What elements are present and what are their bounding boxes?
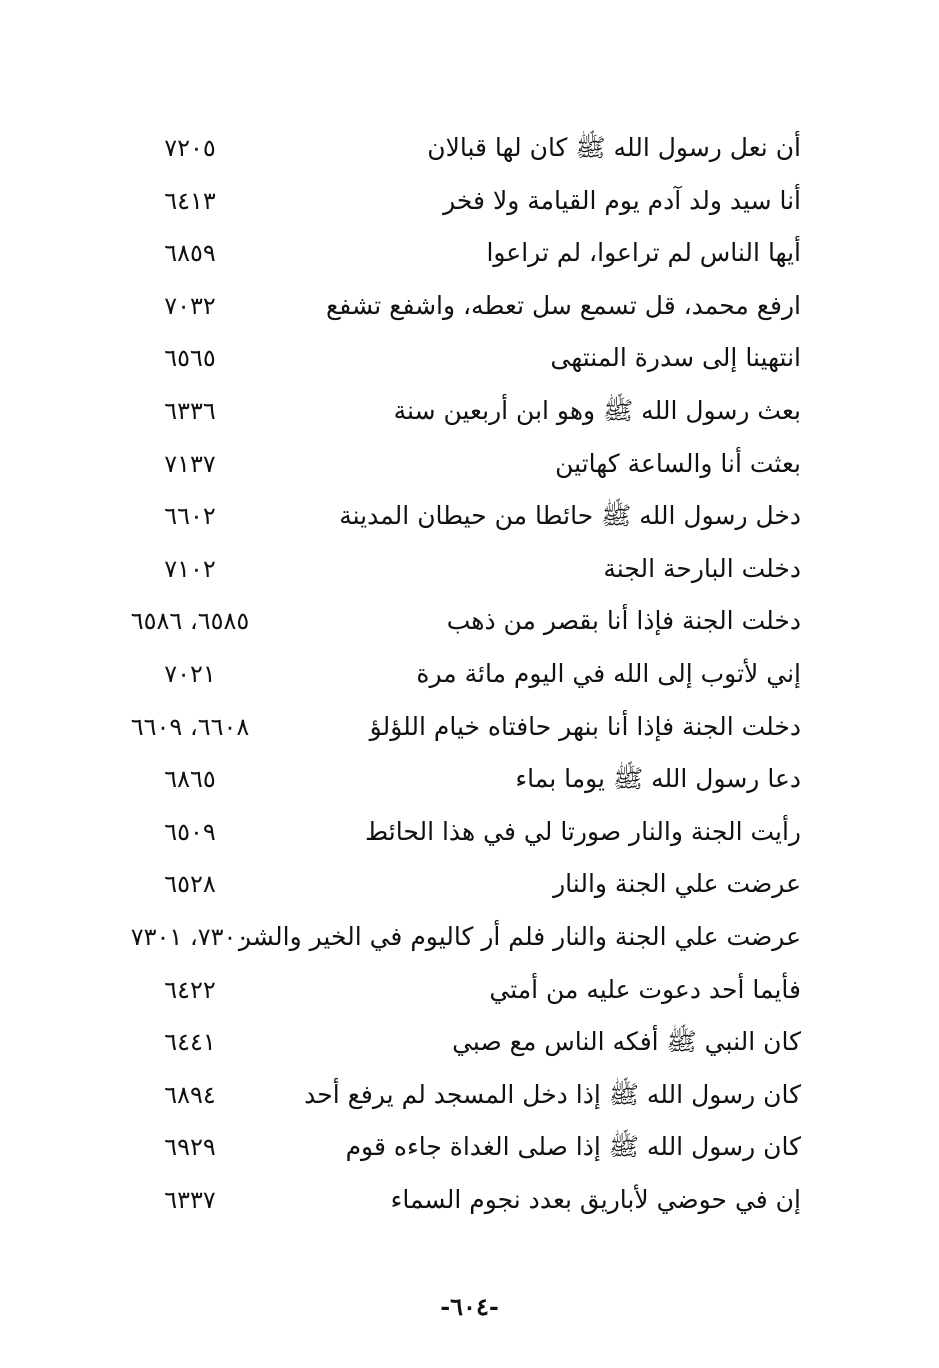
hadith-text: رأيت الجنة والنار صورتا لي في هذا الحائط [365,816,801,846]
index-row [0,753,939,806]
hadith-number: ٦٩٢٩ [164,1133,216,1162]
hadith-number: ٧٠٢١ [164,659,216,688]
hadith-number: ٧٠٣٢ [164,291,216,320]
hadith-text: عرضت علي الجنة والنار فلم أر كاليوم في الخير والشر [238,921,801,951]
hadith-number: ٦٥٦٥ [164,344,216,373]
hadith-number: ٦٨٦٥ [164,765,216,794]
hadith-text: انتهينا إلى سدرة المنتهى [550,343,801,373]
index-row [0,595,939,648]
index-row [0,175,939,228]
index-row [0,648,939,701]
hadith-text: كان النبي ﷺ أفكه الناس مع صبي [452,1027,801,1057]
hadith-number: ٧١٠٢ [164,554,216,583]
hadith-text: فأيما أحد دعوت عليه من أمتي [489,974,801,1004]
hadith-text: دخلت الجنة فإذا أنا بقصر من ذهب [446,606,801,636]
index-row [0,1016,939,1069]
index-row [0,385,939,438]
hadith-number: ٦٥٢٨ [164,870,216,899]
hadith-text: ارفع محمد، قل تسمع سل تعطه، واشفع تشفع [326,290,801,320]
hadith-number: ٦٣٣٦ [164,396,216,425]
index-row [0,1121,939,1174]
hadith-text: بعث رسول الله ﷺ وهو ابن أربعين سنة [393,395,801,425]
index-row [0,701,939,754]
hadith-text: أن نعل رسول الله ﷺ كان لها قبالان [427,133,801,162]
index-row [0,227,939,280]
hadith-text: إني لأتوب إلى الله في اليوم مائة مرة [416,658,801,688]
hadith-text: دخلت الجنة فإذا أنا بنهر حافتاه خيام اللؤلؤ [369,711,801,741]
hadith-text: دعا رسول الله ﷺ يوما بماء [515,764,801,794]
hadith-number: ٧٣٠٠، ٧٣٠١ [130,922,250,951]
hadith-text: كان رسول الله ﷺ إذا دخل المسجد لم يرفع أحد [304,1079,801,1109]
index-row [0,490,939,543]
hadith-number: ٦٦٠٨، ٦٦٠٩ [130,712,250,741]
hadith-text: دخلت البارحة الجنة [603,553,801,583]
hadith-number: ٦٣٣٧ [164,1185,216,1214]
index-row [0,806,939,859]
hadith-text: عرضت علي الجنة والنار [553,869,801,899]
page-number: -٦٠٤- [440,1292,499,1321]
index-row [0,280,939,333]
hadith-text: إن في حوضي لأباريق بعدد نجوم السماء [390,1184,801,1214]
index-row [0,122,939,175]
index-row [0,1174,939,1227]
index-row [0,438,939,491]
index-row [0,1069,939,1122]
index-row [0,543,939,596]
hadith-number: ٦٤١٣ [164,186,216,215]
hadith-number: ٦٨٩٤ [164,1080,216,1109]
index-row [0,858,939,911]
hadith-text: دخل رسول الله ﷺ حائطا من حيطان المدينة [339,501,801,531]
hadith-number: ٧٢٠٥ [164,134,216,162]
hadith-number: ٧١٣٧ [164,449,216,478]
hadith-number: ٦٨٥٩ [164,239,216,268]
hadith-text: بعثت أنا والساعة كهاتين [555,448,801,478]
hadith-number: ٦٦٠٢ [164,502,216,531]
index-row [0,332,939,385]
hadith-number: ٦٥٠٩ [164,817,216,846]
index-row [0,911,939,964]
hadith-text: أيها الناس لم تراعوا، لم تراعوا [486,238,801,268]
hadith-number: ٦٤٤١ [164,1028,216,1057]
hadith-number: ٦٥٨٥، ٦٥٨٦ [130,607,250,636]
hadith-text: أنا سيد ولد آدم يوم القيامة ولا فخر [443,185,801,215]
hadith-text: كان رسول الله ﷺ إذا صلى الغداة جاءه قوم [345,1132,801,1162]
hadith-number: ٦٤٢٢ [164,975,216,1004]
index-row [0,964,939,1017]
hadith-index-list [0,122,939,1226]
